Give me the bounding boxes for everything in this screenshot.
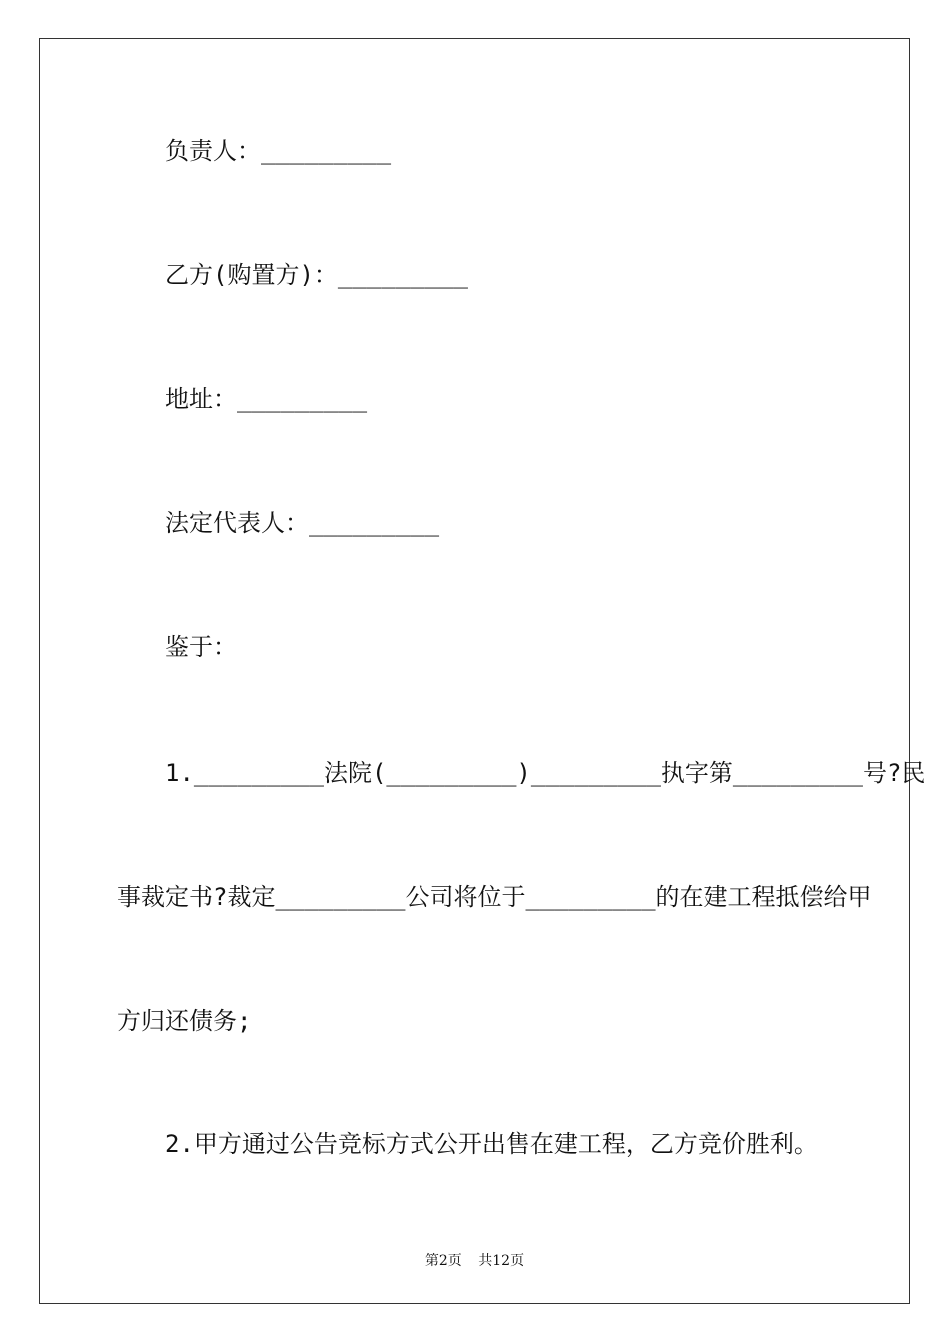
clause-2-line: 2.甲方通过公告竞标方式公开出售在建工程，乙方竞价胜利。 — [165, 1130, 818, 1158]
clause-1-line-1: 1._________法院(_________)_________执字第_________号?民 — [165, 759, 926, 787]
page-footer — [40, 1250, 909, 1270]
clause-1-line-2: 事裁定书?裁定_________公司将位于_________的在建工程抵偿给甲 — [117, 883, 872, 911]
document-page — [39, 38, 926, 1304]
clause-1-line-3: 方归还债务; — [117, 1007, 252, 1035]
whereas-line: 鉴于： — [165, 633, 237, 661]
page-number-total: 共12页 — [478, 1253, 525, 1269]
responsible-person-line: 负责人：_________ — [165, 137, 392, 165]
address-line: 地址：_________ — [165, 385, 368, 413]
page-number-current: 第2页 — [424, 1253, 462, 1269]
legal-representative-line: 法定代表人：_________ — [165, 509, 440, 537]
party-b-line: 乙方(购置方)：_________ — [165, 261, 468, 289]
